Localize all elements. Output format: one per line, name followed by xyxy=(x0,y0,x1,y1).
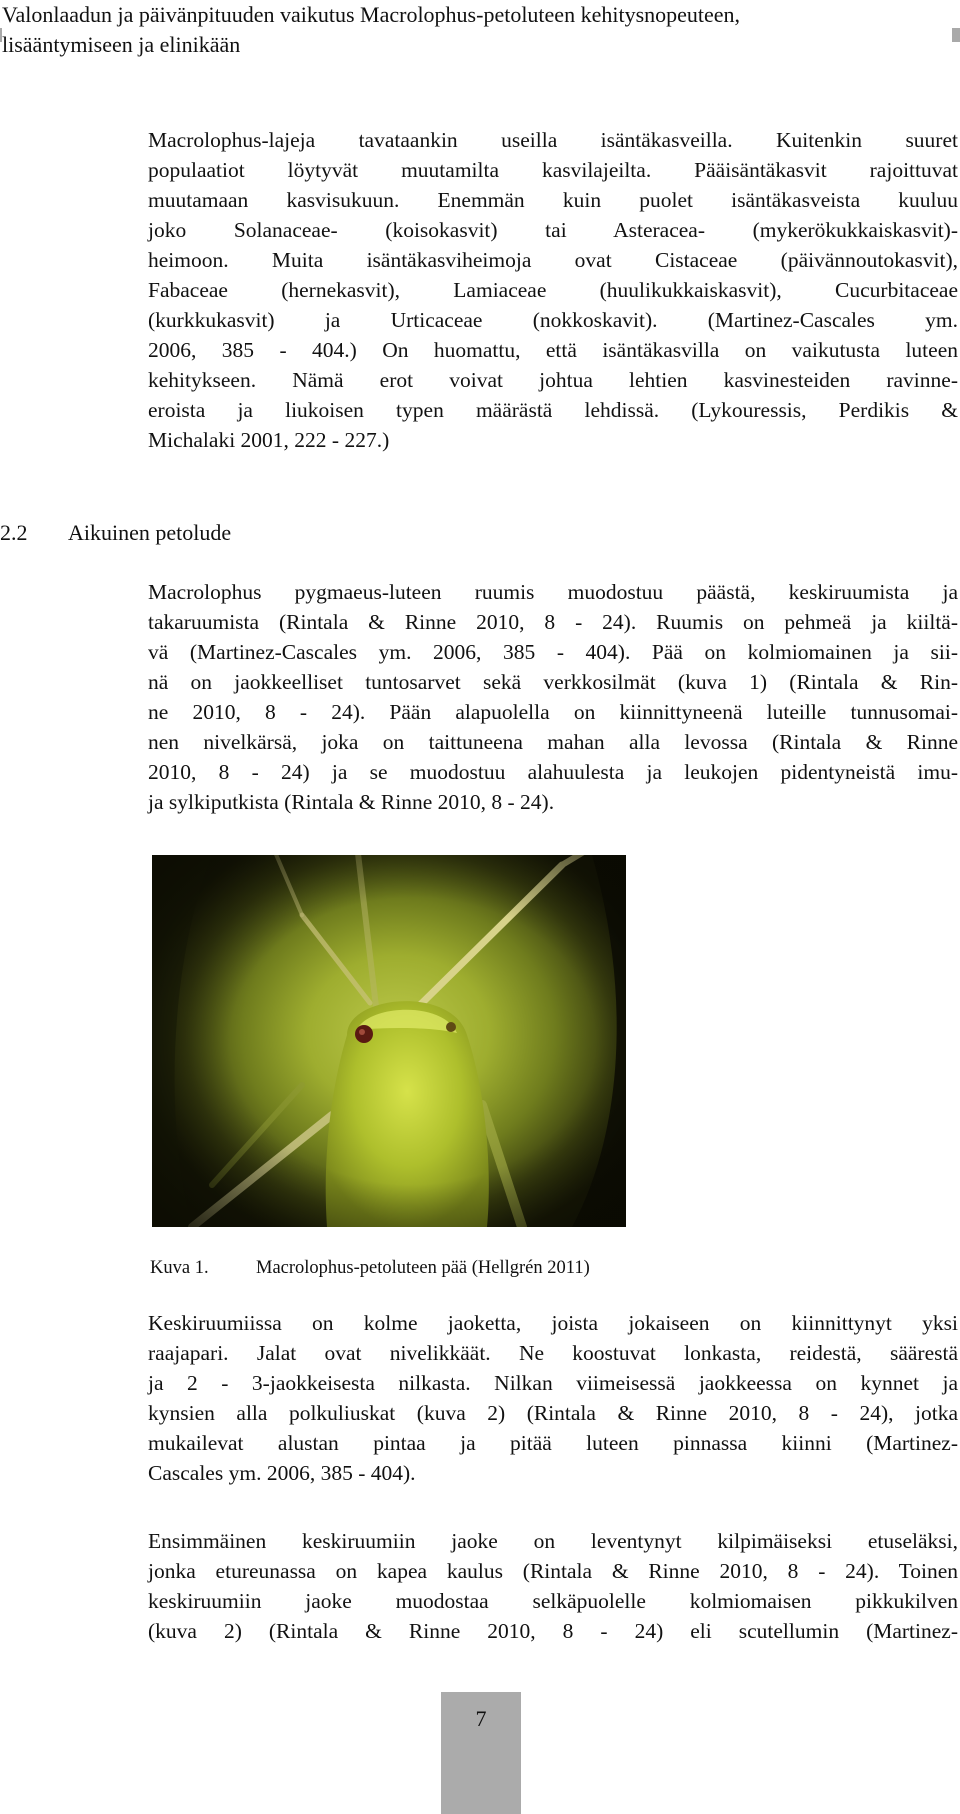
running-header xyxy=(0,0,960,57)
page-number: 7 xyxy=(475,1706,487,1731)
paragraph-thorax-segments xyxy=(148,1526,958,1646)
text-line: 2010, 8 - 24) ja se muodostuu alahuulesta ja leukojen pidentyneistä imu- xyxy=(148,760,958,784)
section-number: 2.2 xyxy=(0,520,28,545)
text-line: Fabaceae (hernekasvit), Lamiaceae (huulikukkaiskasvit), Cucurbitaceae xyxy=(148,278,958,302)
text-line: Ensimmäinen keskiruumiin jaoke on leventynyt kilpimäiseksi etuseläksi, xyxy=(148,1529,958,1553)
header-title-line-2: lisääntymiseen ja elinikään xyxy=(2,30,244,60)
page-number-box xyxy=(441,1692,521,1814)
text-line: ne 2010, 8 - 24). Pään alapuolella on kiinnittyneenä luteille tunnusomai- xyxy=(148,700,958,724)
paragraph-host-plants xyxy=(148,125,958,455)
text-line: Macrolophus pygmaeus-luteen ruumis muodostuu päästä, keskiruumista ja xyxy=(148,580,958,604)
header-title xyxy=(2,0,952,60)
section-title: Aikuinen petolude xyxy=(68,520,232,545)
text-line: jonka etureunassa on kapea kaulus (Rintala & Rinne 2010, 8 - 24). Toinen xyxy=(148,1559,958,1583)
text-line: kehitykseen. Nämä erot voivat johtua lehtien kasvinesteiden ravinne- xyxy=(148,368,958,392)
text-line: Macrolophus-lajeja tavataankin useilla isäntäkasveilla. Kuitenkin suuret xyxy=(148,128,958,152)
text-line: ja 2 - 3-jaokkeisesta nilkasta. Nilkan viimeisessä jaokkeessa on kynnet ja xyxy=(148,1371,958,1395)
text-line: (kurkkukasvit) ja Urticaceae (nokkoskavit). (Martinez-Cascales ym. xyxy=(148,308,958,332)
text-line: heimoon. Muita isäntäkasviheimoja ovat Cistaceae (päivännoutokasvit), xyxy=(148,248,958,272)
section-heading xyxy=(0,518,231,548)
figure-caption-text: Macrolophus-petoluteen pää (Hellgrén 2011) xyxy=(256,1258,590,1278)
text-line: Keskiruumiissa on kolme jaoketta, joista jokaiseen on kiinnittynyt yksi xyxy=(148,1311,958,1335)
text-line: takaruumista (Rintala & Rinne 2010, 8 - 24). Ruumis on pehmeä ja kiiltä- xyxy=(148,610,958,634)
text-line: kynsien alla polkuliuskat (kuva 2) (Rintala & Rinne 2010, 8 - 24), jotka xyxy=(148,1401,958,1425)
text-line: Cascales ym. 2006, 385 - 404). xyxy=(148,1461,416,1485)
text-line: mukailevat alustan pintaa ja pitää luteen pinnassa kiinni (Martinez- xyxy=(148,1431,958,1455)
text-line: populaatiot löytyvät muutamilta kasvilajeilta. Pääisäntäkasvit rajoittuvat xyxy=(148,158,958,182)
insect-head-illustration xyxy=(152,855,626,1227)
text-line: ja sylkiputkista (Rintala & Rinne 2010, 8 - 24). xyxy=(148,790,555,814)
paragraph-adult-body xyxy=(148,577,958,817)
text-line: Michalaki 2001, 222 - 227.) xyxy=(148,428,390,452)
text-line: muutamaan kasvisukuun. Enemmän kuin puolet isäntäkasveista kuuluu xyxy=(148,188,958,212)
text-line: vä (Martinez-Cascales ym. 2006, 385 - 404). Pää on kolmiomainen ja sii- xyxy=(148,640,958,664)
text-line: joko Solanaceae- (koisokasvit) tai Asteracea- (mykerökukkaiskasvit)- xyxy=(148,218,958,242)
text-line: (kuva 2) (Rintala & Rinne 2010, 8 - 24) eli scutellumin (Martinez- xyxy=(148,1619,958,1643)
figure-caption xyxy=(150,1255,590,1281)
text-line: nen nivelkärsä, joka on taittuneena mahan alla levossa (Rintala & Rinne xyxy=(148,730,958,754)
text-line: 2006, 385 - 404.) On huomattu, että isäntäkasvilla on vaikutusta luteen xyxy=(148,338,958,362)
header-title-line-1: Valonlaadun ja päivänpituuden vaikutus Macrolophus-petoluteen kehitysnopeuteen, xyxy=(2,0,744,30)
insect-head-photo xyxy=(152,855,626,1227)
text-line: nä on jaokkeelliset tuntosarvet sekä verkkosilmät (kuva 1) (Rintala & Rin- xyxy=(148,670,958,694)
paragraph-thorax-legs xyxy=(148,1308,958,1488)
text-line: raajapari. Jalat ovat nivelikkäät. Ne koostuvat lonkasta, reidestä, säärestä xyxy=(148,1341,958,1365)
text-line: keskiruumiin jaoke muodostaa selkäpuolelle kolmiomaisen pikkukilven xyxy=(148,1589,958,1613)
text-line: eroista ja liukoisen typen määrästä lehdissä. (Lykouressis, Perdikis & xyxy=(148,398,958,422)
figure-caption-label: Kuva 1. xyxy=(150,1258,209,1278)
